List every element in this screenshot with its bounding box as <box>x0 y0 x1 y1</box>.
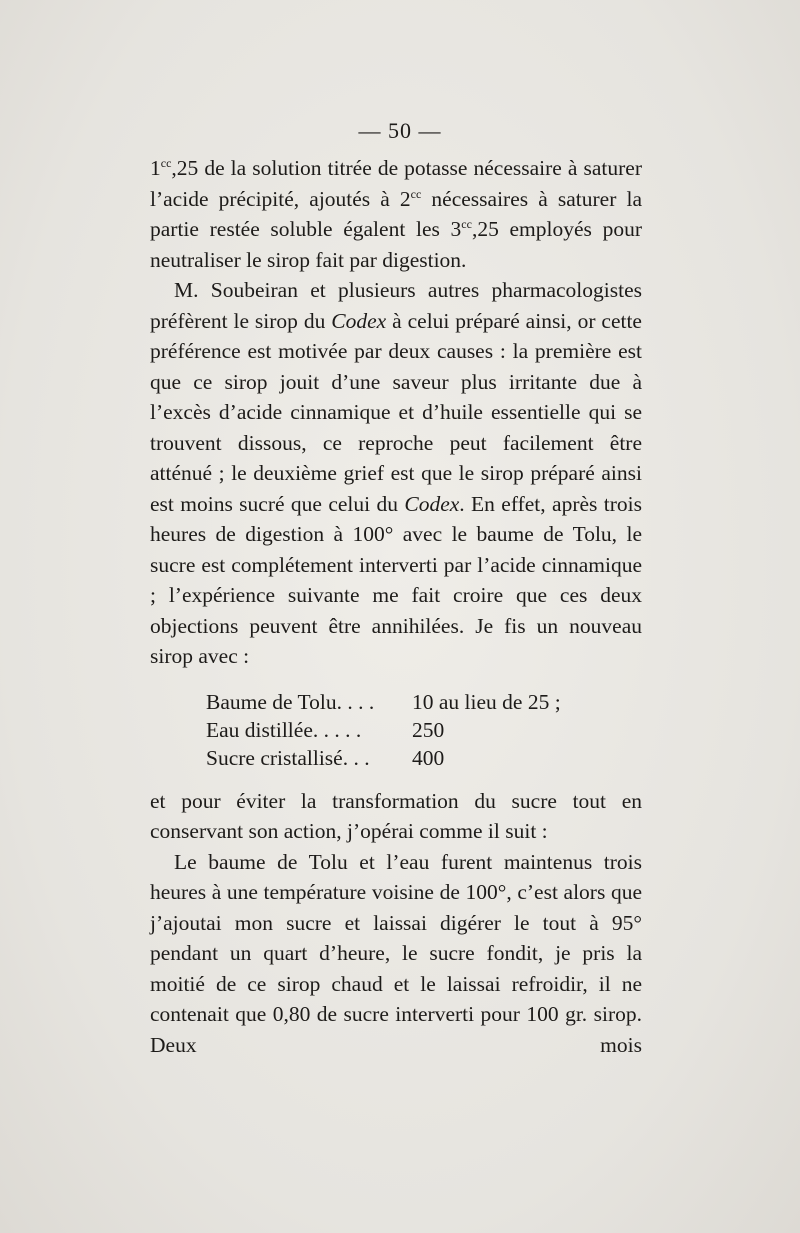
text-run: ,25 employés pour neutraliser le sirop fait par digestion. <box>150 217 642 272</box>
superscript: cc <box>160 156 172 170</box>
italic-codex: Codex <box>404 491 460 516</box>
superscript: cc <box>410 186 422 201</box>
text-run: . En effet, après trois heures de digestion à 100° avec le baume de Tolu, le sucre est complétement interverti par l’acide cinnamique ; l’expérience suivante me fait croire que ces deux objections peuvent être annihilées. Je fis un nouveau sirop avec : <box>150 491 642 668</box>
paragraph-4: Le baume de Tolu et l’eau furent maintenus trois heures à une température voisine de 100°, c’est alors que j’ajoutai mon sucre et laissai digérer le tout à 95° pendant un quart d’heure, le sucre fondit, je pris la moitié de ce sirop chaud et le laissai refroidir, il ne contenait que 0,80 de sucre interverti pour 100 gr. sirop. Deux mois <box>150 849 642 1057</box>
page-number: — 50 — <box>358 118 442 143</box>
text-run: nécessaires à saturer la partie restée soluble égalent les 3 <box>150 186 642 241</box>
paragraph-2 <box>150 275 642 672</box>
superscript: cc <box>461 217 472 231</box>
body-text <box>150 153 642 1060</box>
paragraph-3: et pour éviter la transformation du sucre tout en conservant son action, j’opérai comme il suit : <box>150 788 642 843</box>
ingredient-name: Sucre cristallisé. . . <box>206 745 370 770</box>
paragraph-1 <box>150 153 642 275</box>
ingredient-quantity: 250 <box>412 717 445 742</box>
ingredient-name: Eau distillée. . . . . <box>206 717 362 742</box>
text-run: ,25 de la solution titrée de potasse nécessaire à saturer l’acide précipité, ajoutés à 2 <box>150 156 642 211</box>
ingredient-quantity: 400 <box>412 745 445 770</box>
ingredient-name: Baume de Tolu. . . . <box>206 689 375 714</box>
text-run: 1 <box>150 156 161 180</box>
recipe-row <box>206 744 561 772</box>
recipe-row <box>206 716 561 744</box>
recipe-table <box>206 688 561 772</box>
recipe-row <box>206 688 561 716</box>
italic-codex: Codex <box>331 308 387 333</box>
text-run: M. Soubeiran et plusieurs autres pharmacologistes préfèrent le sirop du <box>150 278 642 333</box>
text-run: à celui préparé ainsi, or cette préférence est motivée par deux causes : la première est que ce sirop jouit d’une saveur plus irritante due à l’excès d’acide cinnamique et d’huile essentielle qui se trouvent dissous, ce reproche peut facilement être atténué ; le deuxième grief est que le sirop préparé ainsi est moins sucré que celui du <box>150 308 642 516</box>
ingredient-quantity: 10 au lieu de 25 ; <box>412 689 561 714</box>
